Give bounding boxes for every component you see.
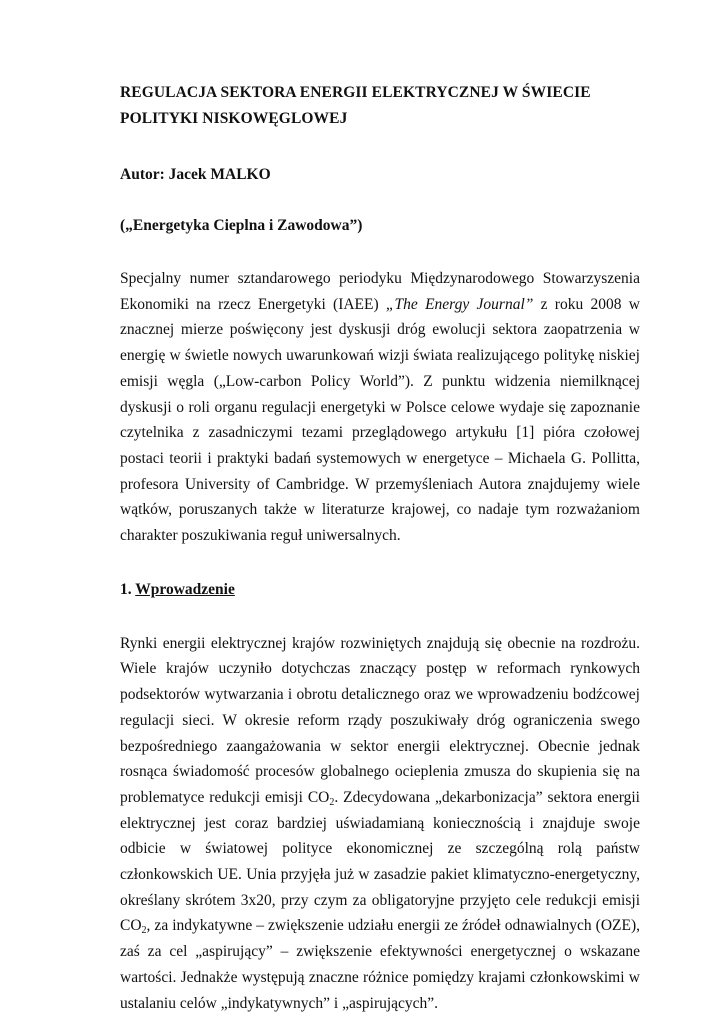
intro-paragraph bbox=[120, 266, 640, 549]
section-text-part-2: . Zdecydowana „dekarbonizacja” sektora energii elektrycznej jest coraz bardziej uświadamianą koniecznością i znajduje swoje odbicie w światowej polityce ekonomicznej ze szczególną rolą państw członkowskich UE. Unia przyjęła już w zasadzie pakiet klimatyczno-energetyczny, określany skrótem 3x20, przy czym za obligatoryjne przyjęto cele redukcji emisji CO bbox=[120, 788, 640, 935]
section-number: 1. bbox=[120, 580, 136, 598]
title-line-2: POLITYKI NISKOWĘGLOWEJ bbox=[120, 110, 348, 127]
section-paragraph bbox=[120, 631, 640, 1017]
section-heading bbox=[120, 577, 640, 603]
section-title: Wprowadzenie bbox=[135, 580, 235, 598]
document-page bbox=[120, 80, 640, 1016]
title-line-1: REGULACJA SEKTORA ENERGII ELEKTRYCZNEJ W ŚWIECIE bbox=[120, 84, 591, 101]
journal-title-italic: „The Energy Journal” bbox=[385, 295, 534, 313]
intro-text-a: Specjalny numer sztandarowego periodyku Międzynarodowego Stowarzyszenia Ekonomiki na rzecz Energetyki (IAEE) bbox=[120, 270, 640, 313]
subscript-2-b: 2 bbox=[141, 925, 147, 937]
author-line: Autor: Jacek MALKO bbox=[120, 166, 271, 183]
section-text-part-1: Rynki energii elektrycznej krajów rozwiniętych znajdują się obecnie na rozdrożu. Wiele krajów uczyniło dotychczas znaczący postęp w reformach rynkowych podsektorów wytwarzania i obrotu detalicznego oraz we wprowadzeniu bodźcowej regulacji sieci. W okresie reform rządy poszukiwały dróg ograniczenia swego bezpośredniego zaangażowania w sektor energii elektrycznej. Obecnie jednak rosnąca świadomość procesów globalnego ocieplenia zmusza do skupienia się na problematyce redukcji emisji CO bbox=[120, 634, 640, 806]
section-text-part-3: , za indykatywne – zwiększenie udziału energii ze źródeł odnawialnych (OZE), zaś za cel „aspirujący” – zwiększenie efektywności energetycznej o wskazane wartości. Jednakże występują znaczne różnice pomiędzy krajami członkowskimi w ustalaniu celów „indykatywnych” i „aspirujących”. bbox=[120, 917, 640, 1012]
intro-text-b: z roku 2008 w znacznej mierze poświęcony jest dyskusji dróg ewolucji sektora zaopatrzenia w energię w świetle nowych uwarunkowań wizji świata realizującego politykę niskiej emisji węgla („Low-carbon Policy World”). Z punktu widzenia niemilknącej dyskusji o roli organu regulacji energetyki w Polsce celowe wydaje się zapoznanie czytelnika z zasadniczymi tezami przeglądowego artykułu [1] pióra czołowej postaci teorii i praktyki badań systemowych w energetyce – Michaela G. Pollitta, profesora University of Cambridge. W przemyśleniach Autora znajdujemy wiele wątków, poruszanych także w literaturze krajowej, co nadaje tym rozważaniom charakter poszukiwania reguł uniwersalnych. bbox=[120, 295, 640, 545]
subscript-2-a: 2 bbox=[329, 796, 335, 808]
journal-source: („Energetyka Cieplna i Zawodowa”) bbox=[120, 217, 363, 234]
document-title bbox=[120, 80, 640, 132]
